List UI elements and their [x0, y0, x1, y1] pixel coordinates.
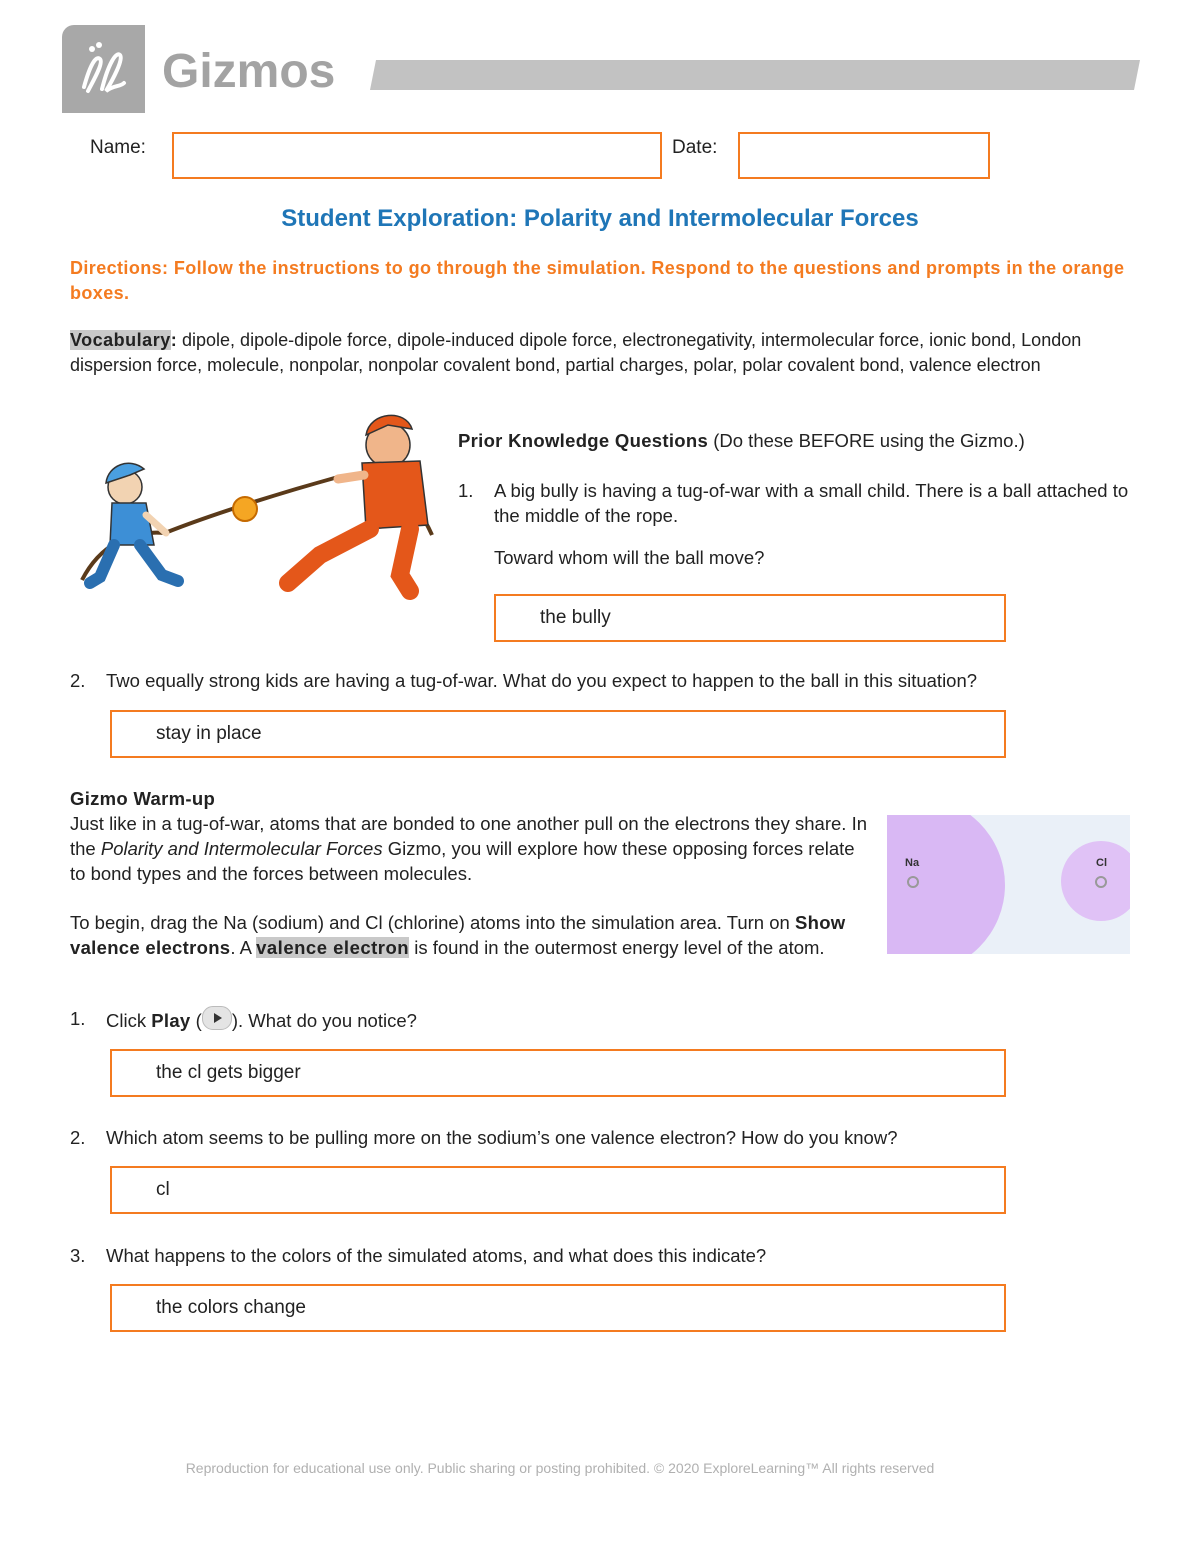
warmup-paragraph-1: Just like in a tug-of-war, atoms that are bonded to one another pull on the electrons they share. In the Polarity and Intermolecular Forces Gizmo, you will explore how these opposing forces relate to bond types and the forces between molecules. [70, 813, 868, 884]
wu-q1-answer-box[interactable] [110, 1049, 1006, 1097]
simulation-atoms [887, 815, 1130, 954]
pk-q2-answer: stay in place [156, 723, 262, 744]
vocabulary: Vocabulary: dipole, dipole-dipole force, dipole-induced dipole force, electronegativity, intermolecular force, ionic bond, London dispersion force, molecule, nonpolar, nonpolar covalent bond, partial charges, polar, polar covalent bond, valence electron [70, 330, 1082, 375]
logo-wordmark: Gizmos [162, 45, 336, 98]
prior-knowledge-heading: Prior Knowledge Questions (Do these BEFORE using the Gizmo.) [458, 430, 1025, 451]
page-title: Student Exploration: Polarity and Intermolecular Forces [281, 205, 919, 232]
header-bar [370, 60, 1140, 90]
wu-q2-text: Which atom seems to be pulling more on the sodium’s one valence electron? How do you know? [106, 1127, 898, 1148]
wu-q3-text: What happens to the colors of the simulated atoms, and what does this indicate? [106, 1245, 767, 1266]
sim-cl-label: Cl [1096, 857, 1107, 869]
pk-q2-answer-box[interactable] [110, 710, 1006, 758]
wu-q2-number: 2. [70, 1127, 86, 1148]
pk-q1-answer-box[interactable] [494, 594, 1006, 642]
pk-q2-number: 2. [70, 670, 86, 691]
simulation-preview [887, 815, 1130, 954]
vocabulary-terms: dipole, dipole-dipole force, dipole-induced dipole force, electronegativity, intermolecular force, ionic bond, London dispersion force, molecule, nonpolar, nonpolar covalent bond, partial charges, polar, polar covalent bond, valence electron [70, 330, 1082, 375]
sim-na-label: Na [905, 857, 920, 869]
name-field[interactable] [172, 132, 662, 179]
explorelearning-logo-icon [62, 25, 145, 113]
pk-q1-number: 1. [458, 480, 474, 501]
date-label: Date: [672, 137, 718, 158]
warmup-paragraph-2: To begin, drag the Na (sodium) and Cl (chlorine) atoms into the simulation area. Turn on Show valence electrons. A valence electron is found in the outermost energy level of the atom. [70, 912, 846, 958]
wu-q3-number: 3. [70, 1245, 86, 1266]
wu-q1-text: Click Play ( ). What do you notice? [106, 1006, 1006, 1033]
vocabulary-label: Vocabulary [70, 330, 171, 350]
wu-q1-answer: the cl gets bigger [156, 1062, 301, 1083]
pk-q1-answer: the bully [540, 607, 611, 628]
play-button-icon [202, 1006, 232, 1030]
logo-badge [62, 25, 145, 113]
wu-q2-answer: cl [156, 1179, 170, 1200]
warmup-heading: Gizmo Warm-up [70, 788, 216, 809]
name-label: Name: [90, 137, 146, 158]
wu-q3-answer: the colors change [156, 1297, 306, 1318]
pk-q1-text: A big bully is having a tug-of-war with a small child. There is a ball attached to the middle of the rope. [494, 480, 1129, 526]
pk-q1-prompt: Toward whom will the ball move? [494, 547, 765, 568]
tug-of-war-illustration [70, 405, 440, 605]
footer-copyright: Reproduction for educational use only. Public sharing or posting prohibited. © 2020 ExploreLearning™ All rights reserved [185, 1460, 935, 1476]
wu-q1-number: 1. [70, 1008, 86, 1029]
wu-q2-answer-box[interactable] [110, 1166, 1006, 1214]
date-field[interactable] [738, 132, 990, 179]
wu-q3-answer-box[interactable] [110, 1284, 1006, 1332]
pk-q2-text: Two equally strong kids are having a tug-of-war. What do you expect to happen to the ball in this situation? [106, 670, 978, 691]
directions: Directions: Follow the instructions to go through the simulation. Respond to the questions and prompts in the orange boxes. [70, 258, 1125, 303]
